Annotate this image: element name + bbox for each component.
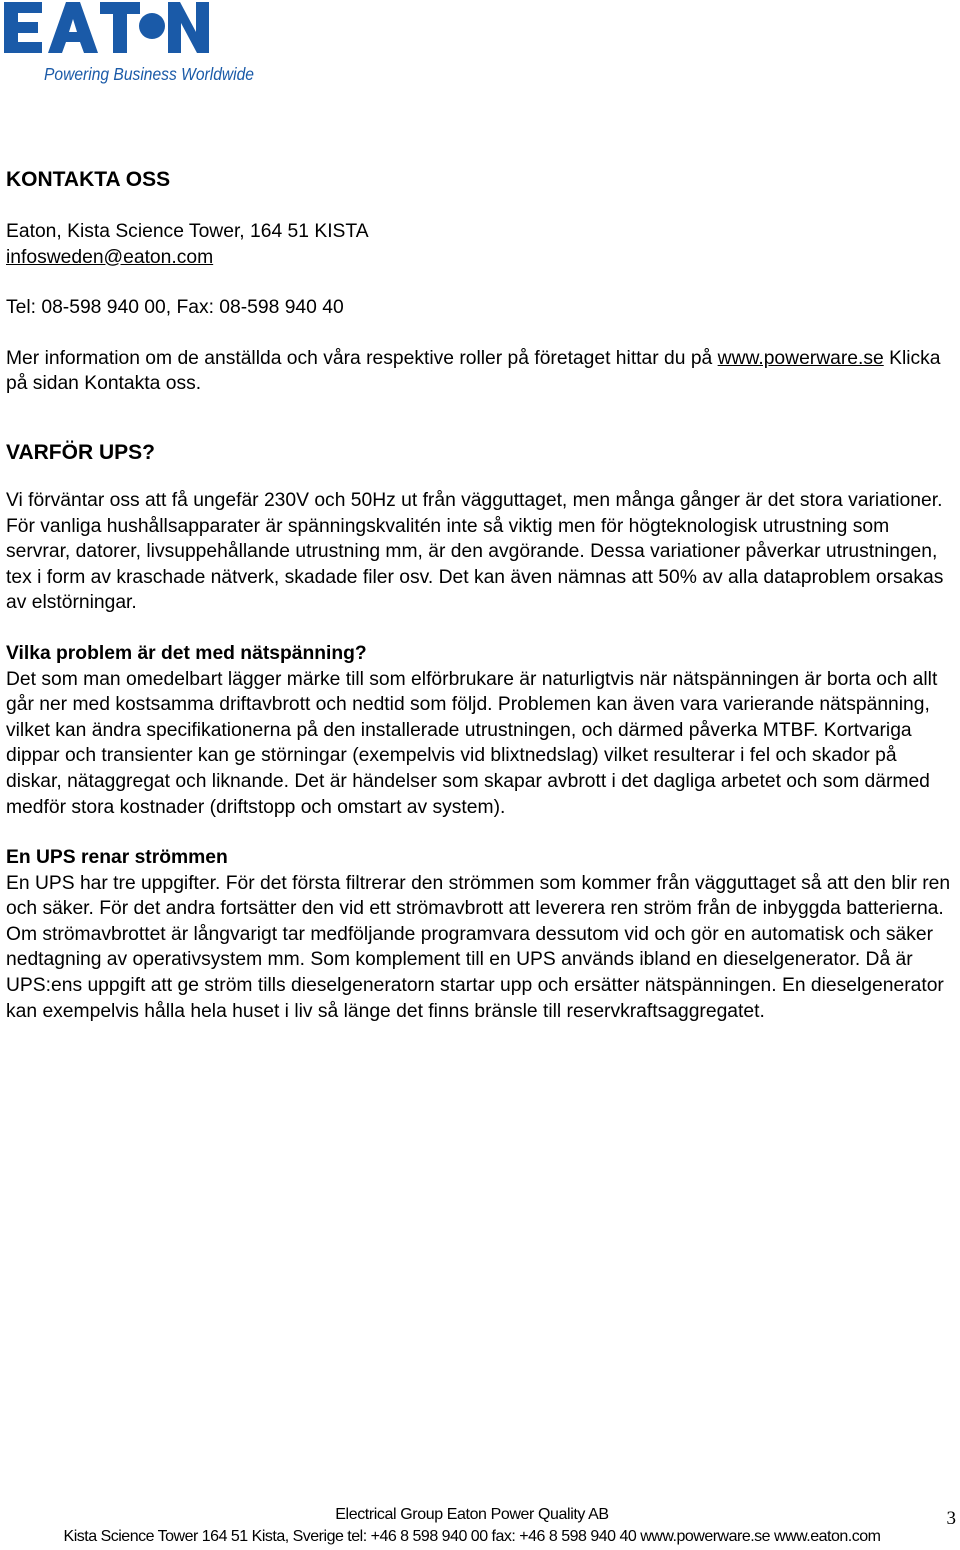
problems-paragraph: Det som man omedelbart lägger märke till som elförbrukare är naturligtvis när nätspänningen är borta och allt går ner med kostsamma driftavbrott och nedtid som följd. Problemen kan även vara varierande nätspänning, vilket kan ändra specifikationerna på den installerade utrustningen, och därmed påverka MTBF. Kortvariga dippar och transienter kan ge störningar (exempelvis vid blixtnedslag) vilket resulterar i fel och skador på diskar, nätaggregat och liknande. Det är händelser som skapar avbrott i det dagliga arbetet och som därmed medför stora kostnader (driftstopp och omstart av system). [6, 668, 938, 818]
why-ups-heading: VARFÖR UPS? [6, 440, 155, 464]
contact-info-text [6, 346, 954, 397]
page-footer [0, 1504, 960, 1548]
contact-email-link[interactable]: infosweden@eaton.com [6, 246, 214, 268]
website-link[interactable]: www.powerware.se [717, 347, 884, 369]
website-suffix: Klicka på sidan Kontakta oss. [6, 347, 941, 395]
document-body [6, 166, 954, 1024]
contact-phone: Tel: 08-598 940 00, Fax: 08-598 940 40 [6, 297, 344, 319]
footer-details: Kista Science Tower 164 51 Kista, Sverige tel: +46 8 598 940 00 fax: +46 8 598 940 40 www.powerware.se www.eaton.com [63, 1528, 881, 1545]
ups-cleans-heading: En UPS renar strömmen [6, 847, 228, 869]
logo-tagline: Powering Business Worldwide [44, 64, 255, 84]
why-ups-paragraph: Vi förväntar oss att få ungefär 230V och 50Hz ut från vägguttaget, men många gånger är det stora variationer. För vanliga hushållsapparater är spänningskvalitén inte så viktig men för högteknologisk utrustning som servrar, datorer, livsuppehållande utrustning mm, är den avgörande. Dessa variationer påverkar utrustningen, tex i form av kraschade nätverk, skadade filer osv. Det kan även nämnas att 50% av alla dataproblem orsakas av elstörningar. [6, 489, 944, 614]
info-text: Mer information om de anställda och våra respektive roller på företaget hittar du på [6, 347, 713, 369]
problems-heading: Vilka problem är det med nätspänning? [6, 642, 367, 664]
footer-company: Electrical Group Eaton Power Quality AB [335, 1506, 609, 1523]
contact-address: Eaton, Kista Science Tower, 164 51 KISTA [6, 221, 369, 242]
eaton-logo [4, 2, 254, 84]
ups-cleans-paragraph: En UPS har tre uppgifter. För det första filtrerar den strömmen som kommer från vägguttaget så att den blir ren och säker. För det andra fortsätter den vid ett strömavbrott att leverera ren ström från de inbyggda batterierna. Om strömavbrottet är långvarigt tar medföljande programvara dessutom vid och gör en automatisk och säker nedtagning av operativsystem mm. Som komplement till en UPS används ibland en dieselgenerator. Då är UPS:ens uppgift att ge ström tills dieselgeneratorn startar upp och ersätter nätspänningen. En dieselgenerator kan exempelvis hålla hela huset i liv så länge det finns bränsle till reservkraftsaggregatet. [6, 872, 951, 1022]
contact-heading: KONTAKTA OSS [6, 168, 171, 191]
page-number: 3 [946, 1508, 956, 1529]
